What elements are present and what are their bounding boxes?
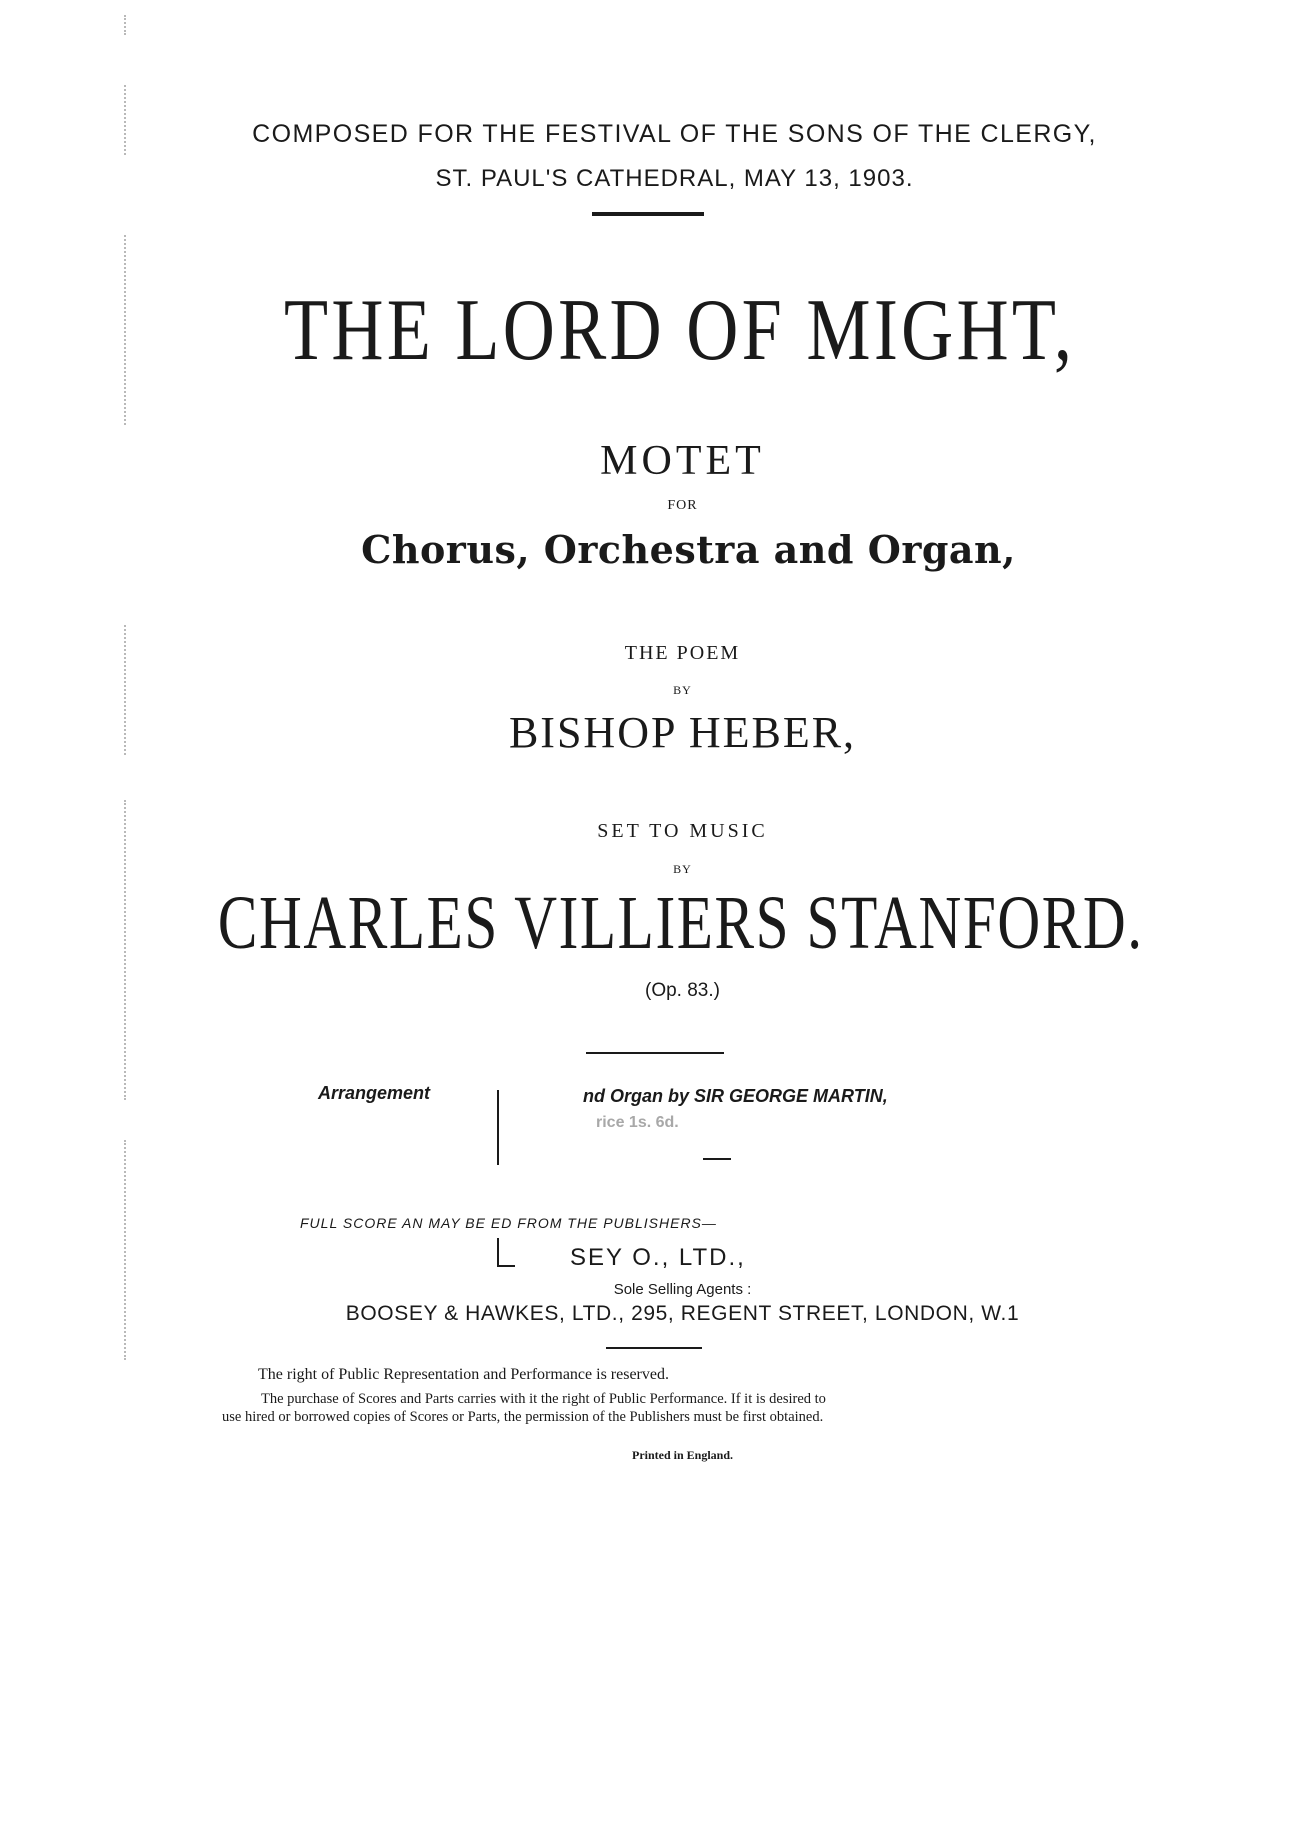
rights-line-3: use hired or borrowed copies of Scores or Parts, the permission of the Publishers must be first obtained. [222, 1409, 824, 1425]
imprint: Printed in England. [631, 1448, 734, 1462]
header-divider [592, 212, 704, 216]
publisher-name: SEY O., LTD., [570, 1244, 746, 1271]
header-line-1: COMPOSED FOR THE FESTIVAL OF THE SONS OF THE CLERGY, [252, 120, 1097, 148]
for-label: FOR [667, 498, 698, 513]
arrangement-credit: nd Organ by SIR GEORGE MARTIN, [583, 1086, 888, 1106]
publisher-bracket-foot [497, 1265, 515, 1267]
publisher-bracket [497, 1238, 499, 1266]
poem-label: THE POEM [624, 642, 741, 664]
poet-name: BISHOP HEBER, [508, 708, 857, 757]
scoring: Chorus, Orchestra and Organ, [361, 527, 1016, 572]
music-by-label: BY [673, 862, 692, 876]
rights-line-2: The purchase of Scores and Parts carries with it the right of Public Performance. If it is desired to [261, 1391, 826, 1407]
music-label: SET TO MUSIC [597, 820, 768, 842]
arrangement-short-rule [703, 1158, 731, 1160]
arrangement-label: Arrangement [318, 1083, 431, 1103]
scan-margin-marks [124, 1140, 132, 1360]
rights-divider [606, 1347, 702, 1349]
header-line-2: ST. PAUL'S CATHEDRAL, MAY 13, 1903. [435, 165, 914, 192]
publisher-notice: FULL SCORE AN MAY BE ED FROM THE PUBLISHERS— [300, 1215, 717, 1231]
scan-margin-marks [124, 15, 132, 35]
agents-address: BOOSEY & HAWKES, LTD., 295, REGENT STREET, LONDON, W.1 [345, 1302, 1020, 1325]
work-type: MOTET [600, 438, 765, 484]
agents-label: Sole Selling Agents : [613, 1281, 752, 1298]
composer-name: CHARLES VILLIERS STANFORD. [217, 881, 1144, 965]
opus-number: (Op. 83.) [645, 980, 720, 1001]
arrangement-price: rice 1s. 6d. [596, 1114, 679, 1131]
poem-by-label: BY [673, 683, 692, 697]
arrangement-divider [586, 1052, 724, 1054]
rights-line-1: The right of Public Representation and Performance is reserved. [258, 1366, 669, 1383]
arrangement-bracket [497, 1090, 499, 1165]
scan-margin-marks [124, 800, 132, 1100]
page-title: THE LORD OF MIGHT, [283, 282, 1076, 379]
